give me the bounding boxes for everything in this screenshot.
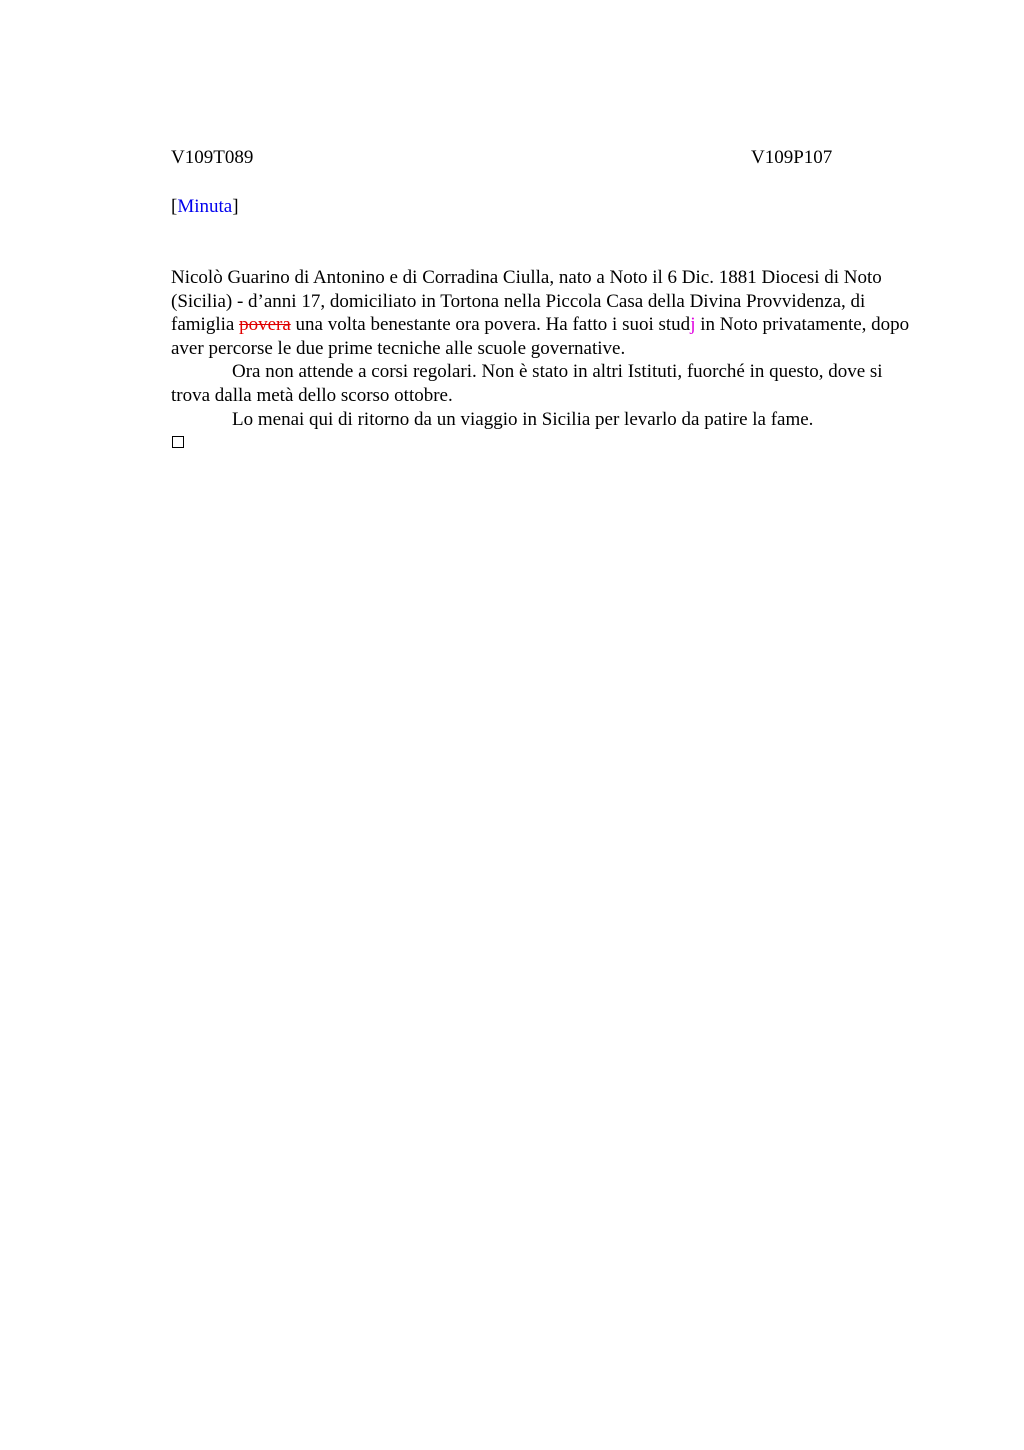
open-bracket: [ [171, 196, 178, 217]
paragraph-1-part-1: Nicolò Guarino di Antonino e di Corradina Ciulla, nato a Noto il 6 Dic. 1881 Diocesi di Noto (Sicilia) - d’anni 17, domiciliato in Tortona nella Piccola Casa della Divina Provvidenza, di famiglia [171, 267, 882, 336]
deleted-word: povera [239, 314, 291, 336]
minuta-label [171, 196, 239, 218]
square-outline-icon [172, 436, 184, 448]
paragraph-1 [171, 266, 923, 360]
paragraph-1-part-3: in Noto privatamente, dopo aver percorse le due prime tecniche alle scuole governative. [171, 314, 910, 359]
paragraph-1-part-2: una volta benestante ora povera. Ha fatto i suoi stud [290, 314, 691, 336]
paragraph-3: Lo menai qui di ritorno da un viaggio in Sicilia per levarlo da patire la fame. [232, 408, 814, 430]
close-bracket: ] [232, 196, 239, 217]
letter-body [171, 266, 923, 431]
paragraph-2: Ora non attende a corsi regolari. Non è stato in altri Istituti, fuorché in questo, dove si trova dalla metà dello scorso ottobre. [171, 361, 883, 406]
document-code-right: V109P107 [751, 147, 833, 168]
inserted-letter: j [690, 314, 696, 336]
minuta-link[interactable]: Minuta [177, 196, 233, 217]
document-code-left: V109T089 [171, 147, 254, 168]
